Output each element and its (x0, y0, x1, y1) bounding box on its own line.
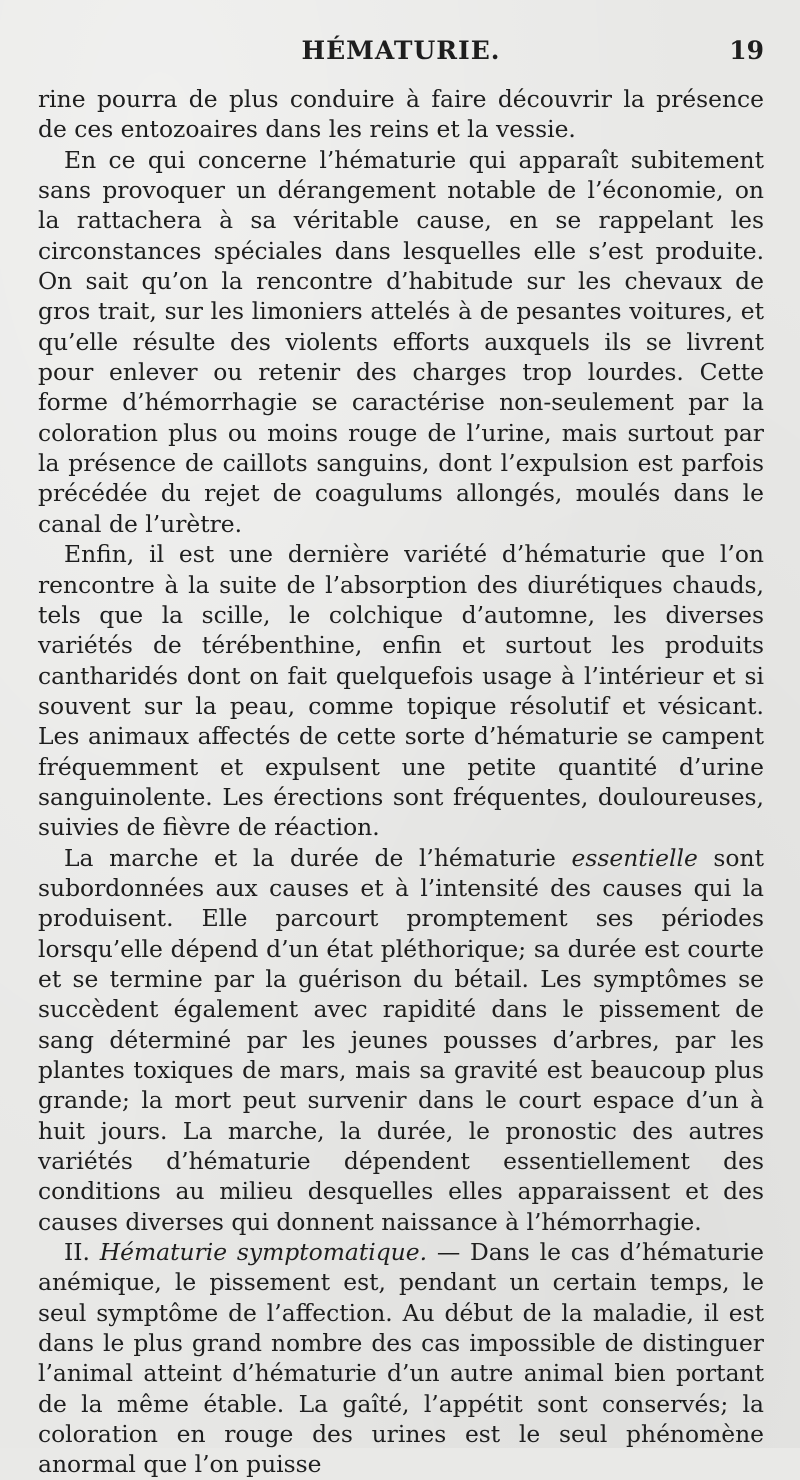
text-run: — Dans le cas d’hématurie anémique, le pissement est, pendant un certain temps, le seul symptôme de l’affection. Au début de la maladie, il est dans le plus grand nombre des cas impossible de distinguer l’animal atteint d’hématurie d’un autre animal bien portant de la même étable. La gaîté, l’appétit sont conservés; la coloration en rouge des urines est le seul phénomène anormal que l’on puisse (38, 1238, 764, 1479)
paragraph-2 (38, 145, 764, 539)
paragraph-3 (38, 539, 764, 842)
italic-term: Hématurie symptomatique. (99, 1238, 428, 1267)
italic-term: essentielle (571, 843, 698, 872)
paragraph-1 (38, 84, 764, 145)
text-run: rine pourra de plus conduire à faire découvrir la présence de ces entozoaires dans les reins et la vessie. (38, 85, 764, 144)
text-run: sont subordonnées aux causes et à l’intensité des causes qui la produisent. Elle parcourt promptement ses périodes lorsqu’elle dépend d’un état pléthorique; sa durée est courte et se termine par la guérison du bétail. Les symptômes se succèdent également avec rapidité dans le pissement de sang déterminé par les jeunes pousses d’arbres, par les plantes toxiques de mars, mais sa gravité est beaucoup plus grande; la mort peut survenir dans le court espace d’un à huit jours. La marche, la durée, le pronostic des autres variétés d’hématurie dépendent essentiellement des conditions au milieu desquelles elles apparaissent et des causes diverses qui donnent naissance à l’hémorrhagie. (38, 843, 764, 1236)
text-run: II. (64, 1238, 100, 1267)
body-text (38, 84, 764, 1480)
running-head (38, 28, 764, 72)
text-run: En ce qui concerne l’hématurie qui apparaît subitement sans provoquer un dérangement notable de l’économie, on la rattachera à sa véritable cause, en se rappelant les circonstances spéciales dans lesquelles elle s’est produite. On sait qu’on la rencontre d’habitude sur les chevaux de gros trait, sur les limoniers attelés à de pesantes voitures, et qu’elle résulte des violents efforts auxquels ils se livrent pour enlever ou retenir des charges trop lourdes. Cette forme d’hémorrhagie se caractérise non-seulement par la coloration plus ou moins rouge de l’urine, mais surtout par la présence de caillots sanguins, dont l’expulsion est parfois précédée du rejet de coagulums allongés, moulés dans le canal de l’urètre. (38, 145, 764, 538)
text-run: La marche et la durée de l’hématurie (64, 843, 572, 872)
paragraph-4 (38, 843, 764, 1237)
running-title: HÉMATURIE. (301, 36, 501, 65)
text-run: Enfin, il est une dernière variété d’hématurie que l’on rencontre à la suite de l’absorption des diurétiques chauds, tels que la scille, le colchique d’automne, les diverses variétés de térébenthine, enfin et surtout les produits cantharidés dont on fait quelquefois usage à l’intérieur et si souvent sur la peau, comme topique résolutif et vésicant. Les animaux affectés de cette sorte d’hématurie se campent fréquemment et expulsent une petite quantité d’urine sanguinolente. Les érections sont fréquentes, douloureuses, suivies de fièvre de réaction. (38, 540, 764, 842)
page-number: 19 (729, 36, 764, 65)
paragraph-5 (38, 1237, 764, 1480)
